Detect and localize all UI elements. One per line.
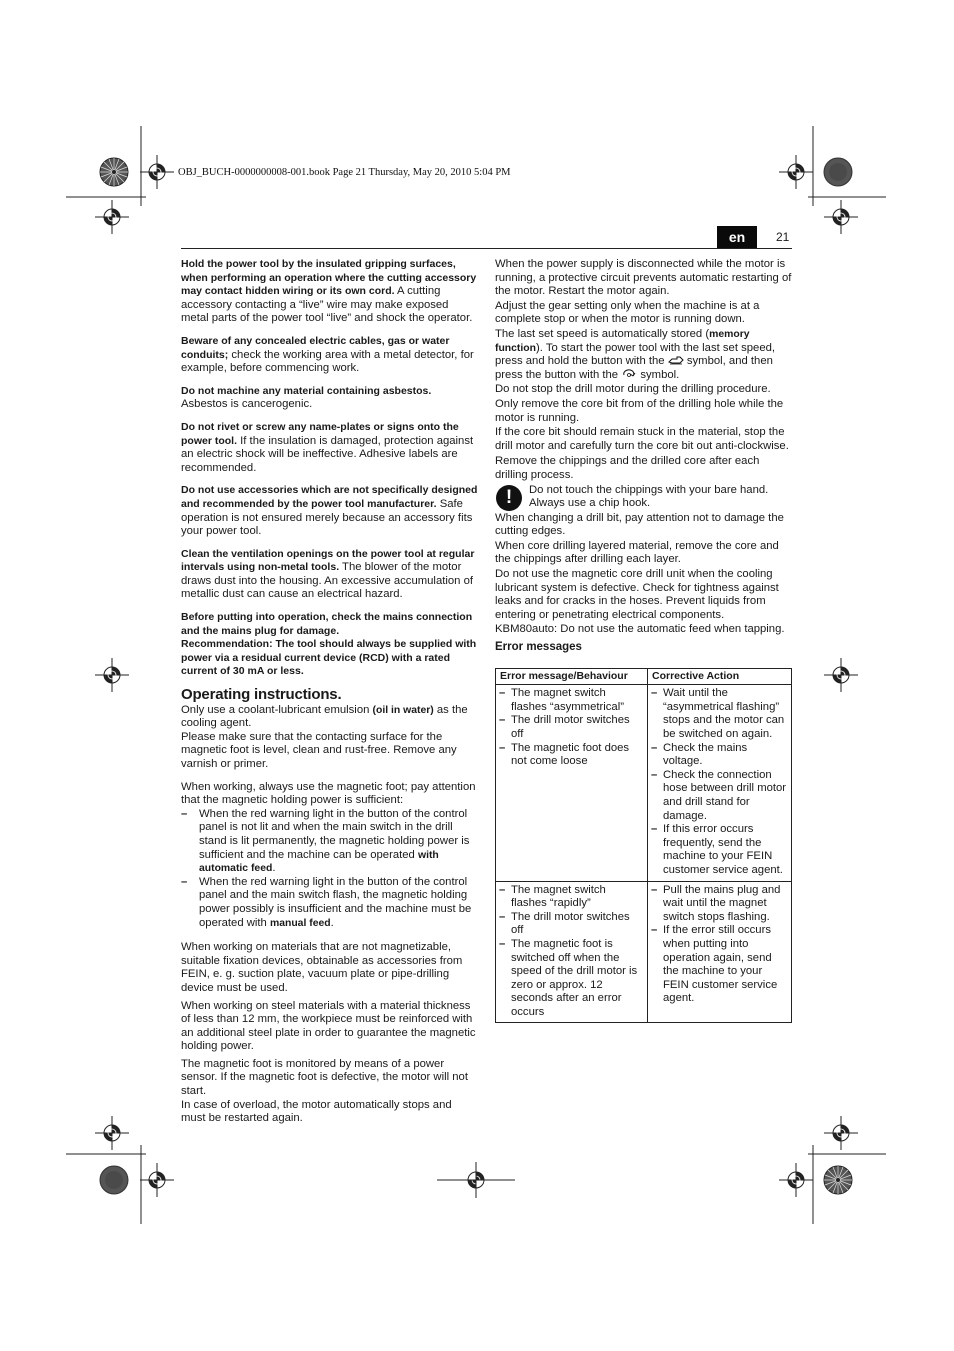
list-item-end: . <box>330 916 334 929</box>
safety-lead: Do not rivet or screw any name-plates or signs onto the power tool. <box>181 420 459 447</box>
coolant-text: Only use a coolant-lubricant emulsion <box>181 703 373 716</box>
memory-text-end: symbol. <box>637 368 680 381</box>
registration-mark-icon <box>140 155 174 189</box>
safety-text: check the working area with a metal detector, for example, before commencing work. <box>181 348 474 375</box>
operating-heading: Operating instructions. <box>181 686 342 704</box>
safety-note <box>181 548 478 602</box>
color-target-icon <box>824 158 852 186</box>
right-column <box>495 258 792 1023</box>
behaviour-cell <box>496 685 648 881</box>
gear-note: Adjust the gear setting only when the machine is at a complete stop or when the motor is running down. <box>495 299 760 326</box>
safety-lead: Do not use accessories which are not specifically designed and recommended by the power tool manufacturer. <box>181 484 478 510</box>
hand-hold-icon <box>668 355 684 366</box>
list-item <box>181 808 478 876</box>
language-badge: en <box>717 226 757 248</box>
memory-text-mid: ). To start the power tool with the last set speed, press and hold the button with the <box>495 341 776 368</box>
list-item: – Check the connection hose between drill motor and drill stand for damage. <box>651 769 788 823</box>
column-header: Corrective Action <box>648 668 792 685</box>
safety-text: Safe operation is not ensured merely because an accessory fits your power tool. <box>181 497 473 538</box>
warning-text: Do not touch the chippings with your bare hand. Always use a chip hook. <box>529 483 769 510</box>
safety-text: Asbestos is cancerogenic. <box>181 398 313 411</box>
magnetic-foot-intro: When working, always use the magnetic foot; pay attention that the magnetic holding power is sufficient: <box>181 780 476 807</box>
safety-note <box>181 484 478 538</box>
magnetic-power-list <box>181 808 478 930</box>
registration-mark-icon <box>824 1116 858 1150</box>
overload-note: In case of overload, the motor automatically stops and must be restarted again. <box>181 1098 452 1125</box>
column-header: Error message/Behaviour <box>496 668 648 685</box>
no-stop-note: Do not stop the drill motor during the drilling procedure. <box>495 383 771 396</box>
memory-note <box>495 328 792 382</box>
list-item: – The magnetic foot does not come loose <box>499 742 644 769</box>
cooling-note: Do not use the magnetic core drill unit when the cooling lubricant system is defective. Check for tightness against leaks and for cracks in the hoses. Prevent liquids from entering or penetrating electrical components. <box>495 568 779 621</box>
safety-lead: Beware of any concealed electric cables, gas or water conduits; <box>181 334 450 361</box>
color-target-icon <box>824 1166 852 1194</box>
magnetic-foot-clean: Please make sure that the contacting surface for the magnetic foot is level, clean and rust-free. Remove any varnish or primer. <box>181 730 457 770</box>
safety-note <box>181 258 478 326</box>
safety-lead: Recommendation: The tool should always be supplied with power via a residual current device (RCD) with a rated current of 30 mA or less. <box>181 638 477 678</box>
coolant-note <box>181 704 478 731</box>
chippings-note: Remove the chippings and the drilled core after each drilling process. <box>495 455 760 481</box>
page-number: 21 <box>776 230 790 244</box>
registration-mark-icon <box>779 1163 813 1197</box>
safety-text: The blower of the motor draws dust into the housing. An excessive accumulation of metallic dust can cause an electrical hazard. <box>181 561 474 601</box>
safety-lead: Hold the power tool by the insulated gripping surfaces, when performing an operation where the cutting accessory may contact hidden wiring or its own cord. <box>181 258 477 298</box>
memory-text: The last set speed is automatically stored ( <box>495 327 710 340</box>
print-slug: OBJ_BUCH-0000000008-001.book Page 21 Thursday, May 20, 2010 5:04 PM <box>178 167 511 178</box>
color-target-icon <box>100 158 128 186</box>
registration-mark-icon <box>779 155 813 189</box>
list-item: – If the error still occurs when putting into operation again, send the machine to your FEIN customer service agent. <box>651 924 788 1006</box>
nonmagnetic-note: When working on materials that are not magnetizable, suitable fixation devices, obtainable as accessories from FEIN, e. g. suction plate, vacuum plate or pipe-drilling device must be used. <box>181 941 463 994</box>
warning-exclamation-icon: ! <box>496 485 522 511</box>
table-row <box>496 685 792 881</box>
safety-text: A cutting accessory contacting a “live” wire may make exposed metal parts of the power tool “live” and shock the operator. <box>181 285 473 325</box>
list-item: – Pull the mains plug and wait until the magnet switch stops flashing. <box>651 884 788 925</box>
coolant-text-end: as the cooling agent. <box>181 703 468 730</box>
table-row <box>496 881 792 1023</box>
list-item: – The magnet switch flashes “rapidly” <box>499 884 644 911</box>
thin-steel-note: When working on steel materials with a material thickness of less than 12 mm, the workpiece must be reinforced with an additional steel plate in order to guarantee the magnetic holding power. <box>181 999 476 1053</box>
error-table <box>495 668 792 1024</box>
list-item: – The magnet switch flashes “asymmetrical” <box>499 687 644 714</box>
safety-note <box>181 611 478 638</box>
behaviour-cell <box>496 881 648 1023</box>
registration-mark-icon <box>140 1163 174 1197</box>
list-item <box>181 876 478 930</box>
warning-box <box>495 484 792 511</box>
memory-emphasis: memory function <box>495 328 750 354</box>
safety-lead: Clean the ventilation openings on the power tool at regular intervals using non-metal tools. <box>181 547 475 574</box>
list-item: – If this error occurs frequently, send the machine to your FEIN customer service agent. <box>651 823 788 877</box>
left-column <box>181 258 478 1130</box>
changing-note: When changing a drill bit, pay attention not to damage the cutting edges. <box>495 511 784 538</box>
action-cell <box>648 685 792 881</box>
list-item-emphasis: manual feed <box>269 917 331 929</box>
registration-mark-icon <box>824 658 858 692</box>
safety-lead: Do not machine any material containing asbestos. <box>181 384 432 397</box>
safety-lead: Before putting into operation, check the mains connection and the mains plug for damage. <box>181 611 473 637</box>
registration-mark-icon <box>95 200 129 234</box>
error-messages-heading: Error messages <box>495 641 582 654</box>
safety-note <box>181 335 478 376</box>
power-sensor-note: The magnetic foot is monitored by means of a power sensor. If the magnetic foot is defective, the motor will not start. <box>181 1057 468 1098</box>
list-item-text: When the red warning light in the button of the control panel and the main switch flash, the magnetic holding power possibly is insufficient and the machine must be operated with <box>199 875 472 929</box>
list-item-text: When the red warning light in the button of the control panel is not lit and when the main switch in the drill stand is lit permanently, the magnetic holding power is sufficient and the machine can be operated <box>199 807 470 861</box>
safety-text: If the insulation is damaged, protection against an electric shock will be ineffective. Adhesive labels are recommended. <box>181 434 474 474</box>
list-item: – The drill motor switches off <box>499 911 644 938</box>
supply-note: When the power supply is disconnected while the motor is running, a protective circuit prevents automatic restarting of the motor. Restart the motor again. <box>495 258 792 298</box>
registration-mark-icon <box>824 200 858 234</box>
remove-note: Only remove the core bit from of the drilling hole while the motor is running. <box>495 397 784 424</box>
rotation-icon <box>621 369 637 380</box>
registration-mark-icon <box>95 1116 129 1150</box>
kbm-note: KBM80auto: Do not use the automatic feed when tapping. <box>495 623 785 636</box>
action-cell <box>648 881 792 1023</box>
layered-note: When core drilling layered material, remove the core and the chippings after drilling each layer. <box>495 539 779 566</box>
stuck-note: If the core bit should remain stuck in the material, stop the drill motor and carefully turn the core bit out anti-clockwise. <box>495 426 789 452</box>
list-item-emphasis: with automatic feed <box>199 849 439 875</box>
list-item: – Wait until the “asymmetrical flashing” stops and the motor can be switched on again. <box>651 687 788 741</box>
list-item-end: . <box>272 862 276 875</box>
list-item: – The drill motor switches off <box>499 714 644 741</box>
color-target-icon <box>100 1166 128 1194</box>
registration-mark-icon <box>95 658 129 692</box>
memory-text-mid2: symbol, and then press the button with the <box>495 355 773 381</box>
header-rule <box>181 248 792 249</box>
safety-note <box>181 638 478 679</box>
coolant-emphasis: (oil in water) <box>372 704 434 716</box>
safety-note <box>181 385 478 412</box>
safety-note <box>181 421 478 475</box>
list-item: – The magnetic foot is switched off when the speed of the drill motor is zero or approx. 12 seconds after an error occurs <box>499 938 644 1020</box>
list-item: – Check the mains voltage. <box>651 742 788 769</box>
table-header-row <box>496 668 792 685</box>
